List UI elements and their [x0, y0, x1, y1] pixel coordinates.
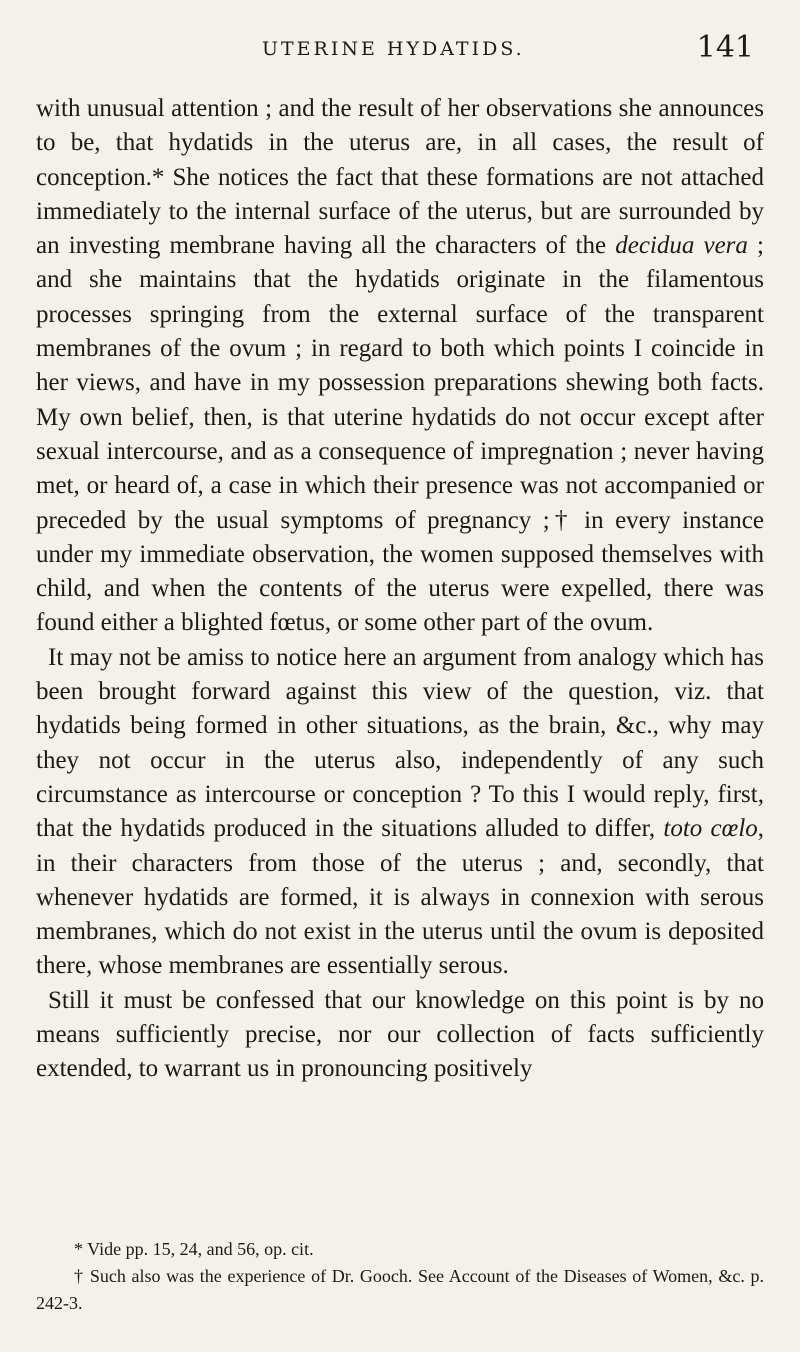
- paragraph-1: [36, 92, 764, 641]
- footnotes: [36, 1236, 764, 1317]
- body-text: [36, 92, 764, 1087]
- paragraph-1-text-a: with unusual attention ; and the result of her observations she announces to be, that hydatids in the uterus are, in all cases, the result of conception.* She notices the fact that these formations are not attached immediately to the internal surface of the uterus, but are surrounded by an investing membrane having all the characters of the: [36, 95, 764, 260]
- page-header: [0, 30, 800, 70]
- paragraph-1-italic: decidua vera: [615, 232, 748, 260]
- paragraph-2: [36, 641, 764, 984]
- footnote-1: * Vide pp. 15, 24, and 56, op. cit.: [74, 1239, 314, 1259]
- paragraph-2-text-a: It may not be amiss to notice here an argument from analogy which has been brought forward against this view of the question, viz. that hydatids being formed in other situations, as the brain, &c., why may they not occur in the uterus also, independently of any such circumstance as intercourse or conception ? To this I would reply, first, that the hydatids produced in the situations alluded to differ,: [36, 643, 764, 843]
- paragraph-2-italic: toto cœlo: [663, 815, 758, 843]
- running-head: UTERINE HYDATIDS.: [262, 38, 525, 60]
- page-number: 141: [696, 30, 754, 65]
- paragraph-1-text-b: ; and she maintains that the hydatids originate in the filamentous processes springing from the external surface of the transparent membranes of the ovum ; in regard to both which points I coincide in her views, and have in my possession preparations shewing both facts. My own belief, then, is that uterine hydatids do not occur except after sexual intercourse, and as a consequence of impregnation ; never having met, or heard of, a case in which their presence was not accompanied or preceded by the usual symptoms of pregnancy ;† in every instance under my immediate observation, the women supposed themselves with child, and when the contents of the uterus were expelled, there was found either a blighted fœtus, or some other part of the ovum.: [36, 232, 765, 637]
- paragraph-3: Still it must be confessed that our knowledge on this point is by no means sufficiently precise, nor our collection of facts sufficiently extended, to warrant us in pronouncing positively: [36, 986, 764, 1083]
- footnote-2: † Such also was the experience of Dr. Gooch. See Account of the Diseases of Women, &c. p. 242-3.: [36, 1266, 764, 1313]
- paragraph-2-text-b: , in their characters from those of the uterus ; and, secondly, that whenever hydatids are formed, it is always in connexion with serous membranes, which do not exist in the uterus until the ovum is deposited there, whose membranes are essentially serous.: [36, 815, 765, 980]
